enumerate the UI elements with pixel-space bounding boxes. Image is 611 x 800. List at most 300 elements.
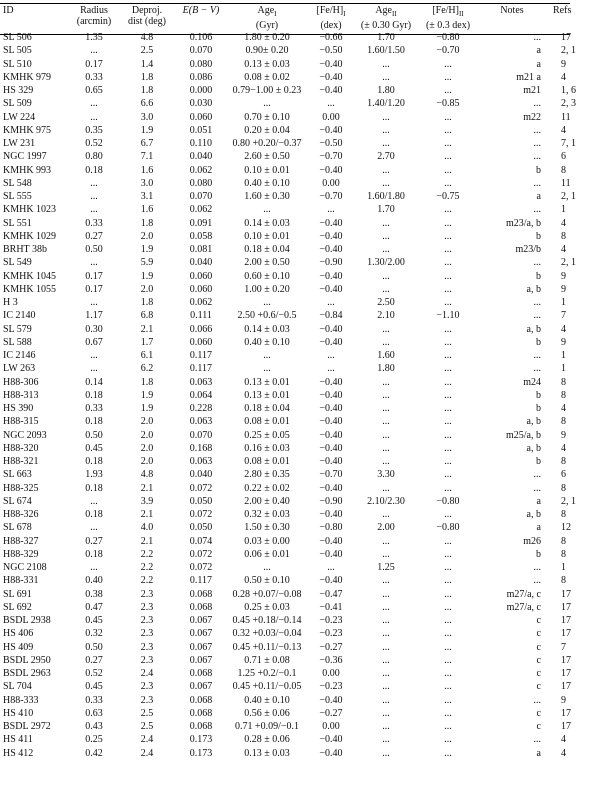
cell-refs: 8: [561, 575, 566, 587]
cell-deproj: 2.3: [140, 588, 154, 600]
cell-ebv: 0.080: [189, 58, 213, 70]
cell-radius: 0.63: [85, 707, 103, 719]
cluster-table: [3, 5, 611, 760]
cell-feh1: 0.00: [322, 721, 340, 733]
cell-refs: 7: [561, 310, 566, 322]
cell-age1: ...: [263, 562, 271, 574]
cell-id: SL 555: [3, 191, 32, 203]
table-row: [3, 667, 611, 680]
table-row: [3, 230, 611, 243]
cell-age1: 0.45 +0.11/−0.13: [232, 641, 302, 653]
cell-refs: 1: [561, 350, 566, 362]
cell-radius: 0.27: [85, 535, 103, 547]
cell-age1: 0.25 ± 0.05: [244, 429, 290, 441]
cell-age2: ...: [382, 747, 390, 759]
table-row: [3, 44, 611, 57]
cell-radius: 0.40: [85, 575, 103, 587]
cell-refs: 9: [561, 694, 566, 706]
cell-feh1: −0.40: [319, 734, 343, 746]
cell-ebv: 0.058: [189, 230, 213, 242]
cell-ebv: 0.068: [189, 668, 213, 680]
cell-age1: 2.00 ± 0.50: [244, 257, 290, 269]
cell-ebv: 0.062: [189, 164, 213, 176]
cell-ebv: 0.051: [189, 124, 213, 136]
cell-deproj: 1.8: [140, 85, 154, 97]
cell-notes: ...: [533, 257, 541, 269]
cell-age2: ...: [382, 217, 390, 229]
cell-feh1: −0.40: [319, 58, 343, 70]
cell-feh2: ...: [444, 548, 452, 560]
cell-deproj: 2.2: [140, 548, 154, 560]
cell-age1: 0.20 ± 0.04: [244, 124, 290, 136]
table-row: [3, 84, 611, 97]
cell-feh2: −0.80: [436, 522, 460, 534]
cell-feh2: ...: [444, 707, 452, 719]
cell-age2: 1.40/1.20: [367, 98, 405, 110]
cell-feh2: ...: [444, 151, 452, 163]
cell-age2: ...: [382, 694, 390, 706]
cell-refs: 17: [561, 588, 571, 600]
col-ebv: E(B − V): [182, 5, 220, 16]
cell-age1: 0.10 ± 0.01: [244, 230, 290, 242]
cell-radius: 0.38: [85, 588, 103, 600]
cell-id: SL 674: [3, 495, 32, 507]
cell-feh1: −0.40: [319, 323, 343, 335]
cell-feh1: −0.40: [319, 124, 343, 136]
cell-feh2: −0.80: [436, 495, 460, 507]
cell-feh1: −0.40: [319, 747, 343, 759]
cell-feh2: ...: [444, 389, 452, 401]
cell-age2: ...: [382, 641, 390, 653]
cell-id: SL 548: [3, 177, 32, 189]
cell-feh2: ...: [444, 164, 452, 176]
table-row: [3, 336, 611, 349]
cell-radius: ...: [90, 495, 98, 507]
cell-refs: 4: [561, 403, 566, 415]
cell-id: IC 2146: [3, 350, 36, 362]
table-row: [3, 694, 611, 707]
table-row: [3, 535, 611, 548]
cell-feh1: −0.66: [319, 32, 343, 44]
cell-age1: 0.08 ± 0.01: [244, 456, 290, 468]
cell-feh2: ...: [444, 270, 452, 282]
cell-deproj: 1.8: [140, 217, 154, 229]
cell-age1: ...: [263, 363, 271, 375]
cell-feh2: −0.85: [436, 98, 460, 110]
cell-notes: c: [536, 628, 541, 640]
cell-id: BSDL 2938: [3, 615, 51, 627]
table-row: [3, 150, 611, 163]
cell-feh2: ...: [444, 628, 452, 640]
table-row: [3, 256, 611, 269]
cell-deproj: 3.9: [140, 495, 154, 507]
cell-feh1: −0.40: [319, 389, 343, 401]
cell-ebv: 0.060: [189, 283, 213, 295]
cell-ebv: 0.070: [189, 45, 213, 57]
cell-refs: 1, 6: [561, 85, 576, 97]
cell-feh2: ...: [444, 429, 452, 441]
cell-age2: ...: [382, 230, 390, 242]
cell-age1: 0.70 ± 0.10: [244, 111, 290, 123]
cell-id: KMHK 993: [3, 164, 52, 176]
cell-id: H88-331: [3, 575, 39, 587]
cell-id: HS 410: [3, 707, 34, 719]
cell-feh1: −0.90: [319, 495, 343, 507]
cell-feh2: ...: [444, 747, 452, 759]
table-row: [3, 455, 611, 468]
cell-id: LW 231: [3, 138, 36, 150]
cell-notes: a, b: [526, 509, 541, 521]
cell-feh2: ...: [444, 615, 452, 627]
cell-id: KMHK 1045: [3, 270, 57, 282]
col-id: ID: [3, 5, 14, 16]
cell-id: BSDL 2963: [3, 668, 51, 680]
col-radius: Radius (arcmin): [76, 5, 112, 27]
cell-feh1: ...: [327, 98, 335, 110]
col-age2: Age$_{II}$ (± 0.30 Gyr): [360, 5, 412, 31]
cell-radius: 0.33: [85, 403, 103, 415]
cell-age2: ...: [382, 707, 390, 719]
cell-feh2: ...: [444, 734, 452, 746]
cell-ebv: 0.106: [189, 32, 213, 44]
cell-notes: b: [536, 456, 541, 468]
cell-radius: 0.17: [85, 270, 103, 282]
cell-refs: 6: [561, 151, 566, 163]
cell-deproj: 1.9: [140, 244, 154, 256]
cell-deproj: 5.9: [140, 257, 154, 269]
cell-refs: 17: [561, 681, 571, 693]
col-notes: Notes: [500, 5, 524, 16]
cell-age2: 3.30: [377, 469, 395, 481]
cell-age1: 0.28 ± 0.06: [244, 734, 290, 746]
cell-ebv: 0.064: [189, 389, 213, 401]
cell-refs: 17: [561, 668, 571, 680]
cell-deproj: 2.3: [140, 654, 154, 666]
cell-age2: ...: [382, 588, 390, 600]
cell-ebv: 0.067: [189, 681, 213, 693]
cell-id: HS 411: [3, 734, 33, 746]
cell-refs: 4: [561, 747, 566, 759]
cell-age2: ...: [382, 429, 390, 441]
cell-notes: ...: [533, 32, 541, 44]
cell-deproj: 6.2: [140, 363, 154, 375]
cell-age1: 0.90± 0.20: [245, 45, 289, 57]
cell-age2: 2.50: [377, 297, 395, 309]
cell-refs: 8: [561, 509, 566, 521]
cell-feh1: −0.40: [319, 270, 343, 282]
cell-ebv: 0.168: [189, 442, 213, 454]
cell-refs: 4: [561, 734, 566, 746]
cell-refs: 8: [561, 376, 566, 388]
cell-age1: 0.25 ± 0.03: [244, 601, 290, 613]
cell-age1: 0.03 ± 0.00: [244, 535, 290, 547]
cell-feh2: ...: [444, 601, 452, 613]
cell-ebv: 0.080: [189, 177, 213, 189]
cell-refs: 17: [561, 707, 571, 719]
table-row: [3, 415, 611, 428]
cell-age2: 2.10: [377, 310, 395, 322]
table-row: [3, 548, 611, 561]
table-row: [3, 71, 611, 84]
cell-notes: c: [536, 615, 541, 627]
cell-radius: ...: [90, 562, 98, 574]
table-row: [3, 283, 611, 296]
col-refs: Refs: [553, 5, 572, 16]
cell-ebv: 0.063: [189, 456, 213, 468]
cell-refs: 1: [561, 363, 566, 375]
cell-refs: 9: [561, 58, 566, 70]
cell-notes: ...: [533, 98, 541, 110]
cell-id: BSDL 2972: [3, 721, 51, 733]
cell-radius: ...: [90, 45, 98, 57]
cell-ebv: 0.063: [189, 376, 213, 388]
cell-deproj: 3.0: [140, 111, 154, 123]
cell-id: SL 678: [3, 522, 32, 534]
cell-feh1: −0.40: [319, 416, 343, 428]
cell-radius: ...: [90, 111, 98, 123]
cell-id: H 3: [3, 297, 18, 309]
cell-refs: 8: [561, 548, 566, 560]
cell-radius: 0.50: [85, 641, 103, 653]
cell-refs: 17: [561, 654, 571, 666]
cell-feh2: ...: [444, 721, 452, 733]
cell-radius: 0.33: [85, 71, 103, 83]
cell-age1: 0.32 +0.03/−0.04: [232, 628, 302, 640]
cell-feh1: 0.00: [322, 177, 340, 189]
col-deproj: Deproj. dist (deg): [127, 5, 167, 27]
cell-feh2: ...: [444, 217, 452, 229]
cell-notes: c: [536, 641, 541, 653]
cell-notes: c: [536, 681, 541, 693]
cell-feh2: ...: [444, 535, 452, 547]
col-feh2: $[Fe/H]_{II}$ (± 0.3 dex): [425, 5, 471, 31]
cell-refs: 8: [561, 389, 566, 401]
cell-age2: ...: [382, 124, 390, 136]
cell-notes: c: [536, 721, 541, 733]
cell-radius: 0.32: [85, 628, 103, 640]
cell-feh1: −0.40: [319, 548, 343, 560]
cell-age2: ...: [382, 668, 390, 680]
cell-ebv: 0.072: [189, 482, 213, 494]
cell-id: SL 691: [3, 588, 32, 600]
cell-ebv: 0.068: [189, 588, 213, 600]
cell-age1: 1.60 ± 0.30: [244, 191, 290, 203]
cell-deproj: 3.0: [140, 177, 154, 189]
cell-feh1: ...: [327, 363, 335, 375]
cell-feh2: ...: [444, 124, 452, 136]
cell-deproj: 1.9: [140, 389, 154, 401]
cell-radius: 0.25: [85, 734, 103, 746]
cell-radius: 0.27: [85, 654, 103, 666]
cell-deproj: 2.0: [140, 429, 154, 441]
cell-id: SL 588: [3, 336, 32, 348]
cell-age1: 2.50 +0.6/−0.5: [237, 310, 297, 322]
cell-age2: ...: [382, 628, 390, 640]
cell-age1: 0.08 ± 0.02: [244, 71, 290, 83]
cell-ebv: 0.060: [189, 336, 213, 348]
cell-id: H88-306: [3, 376, 39, 388]
cell-id: SL 663: [3, 469, 32, 481]
cell-refs: 4: [561, 217, 566, 229]
cell-radius: 0.18: [85, 548, 103, 560]
cell-feh2: ...: [444, 588, 452, 600]
table-row: [3, 521, 611, 534]
cell-ebv: 0.117: [189, 350, 213, 362]
table-row: [3, 680, 611, 693]
cell-radius: 0.18: [85, 456, 103, 468]
cell-deproj: 1.9: [140, 403, 154, 415]
cell-feh1: −0.40: [319, 283, 343, 295]
cell-feh1: −0.40: [319, 403, 343, 415]
cell-radius: 0.42: [85, 747, 103, 759]
cell-ebv: 0.040: [189, 469, 213, 481]
table-row: [3, 97, 611, 110]
cell-id: KMHK 1055: [3, 283, 57, 295]
cell-radius: ...: [90, 522, 98, 534]
cell-feh1: −0.40: [319, 456, 343, 468]
cell-age1: 0.45 +0.11/−0.05: [232, 681, 302, 693]
cell-feh2: ...: [444, 654, 452, 666]
cell-refs: 4: [561, 323, 566, 335]
cell-feh2: ...: [444, 482, 452, 494]
cell-ebv: 0.067: [189, 628, 213, 640]
cell-refs: 9: [561, 270, 566, 282]
cell-refs: 17: [561, 721, 571, 733]
cell-refs: 17: [561, 601, 571, 613]
cell-deproj: 2.3: [140, 641, 154, 653]
cell-feh2: ...: [444, 85, 452, 97]
cell-deproj: 2.1: [140, 509, 154, 521]
cell-age1: 0.79−1.00 ± 0.23: [232, 85, 302, 97]
cell-notes: m24: [523, 376, 541, 388]
cell-radius: 0.33: [85, 694, 103, 706]
cell-deproj: 7.1: [140, 151, 154, 163]
cell-notes: m25/a, b: [506, 429, 541, 441]
table-header: [3, 5, 611, 31]
cell-feh1: −0.23: [319, 628, 343, 640]
cell-deproj: 6.6: [140, 98, 154, 110]
cell-id: HS 406: [3, 628, 34, 640]
cell-ebv: 0.060: [189, 270, 213, 282]
cell-feh2: ...: [444, 244, 452, 256]
table-row: [3, 217, 611, 230]
cell-feh1: −0.50: [319, 45, 343, 57]
cell-notes: a, b: [526, 283, 541, 295]
table-row: [3, 362, 611, 375]
cell-feh2: ...: [444, 257, 452, 269]
cell-age2: ...: [382, 323, 390, 335]
cell-radius: 0.14: [85, 376, 103, 388]
cell-feh1: −0.40: [319, 230, 343, 242]
cell-age2: ...: [382, 336, 390, 348]
cell-age2: ...: [382, 575, 390, 587]
cell-feh2: ...: [444, 442, 452, 454]
cell-age2: ...: [382, 58, 390, 70]
cell-radius: 1.93: [85, 469, 103, 481]
cell-feh1: −0.40: [319, 442, 343, 454]
cell-feh2: ...: [444, 323, 452, 335]
cell-age1: 0.40 ± 0.10: [244, 177, 290, 189]
cell-radius: 0.47: [85, 601, 103, 613]
cell-ebv: 0.067: [189, 615, 213, 627]
cell-radius: ...: [90, 363, 98, 375]
cell-age1: 0.08 ± 0.01: [244, 416, 290, 428]
cell-feh1: −0.40: [319, 376, 343, 388]
cell-notes: b: [536, 389, 541, 401]
cell-feh1: −0.40: [319, 244, 343, 256]
cell-ebv: 0.117: [189, 363, 213, 375]
table-row: [3, 270, 611, 283]
cell-age1: 0.06 ± 0.01: [244, 548, 290, 560]
cell-age2: ...: [382, 509, 390, 521]
cell-ebv: 0.062: [189, 297, 213, 309]
cell-radius: 0.18: [85, 482, 103, 494]
cell-deproj: 2.3: [140, 628, 154, 640]
table-row: [3, 376, 611, 389]
cell-radius: 0.33: [85, 217, 103, 229]
cell-id: BRHT 38b: [3, 244, 47, 256]
cell-age1: 0.13 ± 0.01: [244, 376, 290, 388]
cell-ebv: 0.068: [189, 721, 213, 733]
cell-feh2: ...: [444, 469, 452, 481]
cell-feh2: −1.10: [436, 310, 460, 322]
cell-ebv: 0.050: [189, 522, 213, 534]
cell-feh1: ...: [327, 350, 335, 362]
cell-radius: 0.17: [85, 283, 103, 295]
cell-radius: 0.50: [85, 244, 103, 256]
cell-id: HS 409: [3, 641, 34, 653]
table-row: [3, 111, 611, 124]
table-row: [3, 349, 611, 362]
cell-age2: ...: [382, 456, 390, 468]
cell-deproj: 1.7: [140, 336, 154, 348]
cell-feh1: −0.70: [319, 191, 343, 203]
cell-ebv: 0.117: [189, 575, 213, 587]
cell-ebv: 0.030: [189, 98, 213, 110]
table-row: [3, 164, 611, 177]
table-row: [3, 707, 611, 720]
cell-age2: ...: [382, 734, 390, 746]
cell-age1: 0.16 ± 0.03: [244, 442, 290, 454]
cell-id: NGC 1997: [3, 151, 47, 163]
cell-ebv: 0.091: [189, 217, 213, 229]
cell-feh1: ...: [327, 562, 335, 574]
cell-id: SL 704: [3, 681, 32, 693]
table-row: [3, 495, 611, 508]
cell-notes: m27/a, c: [506, 588, 541, 600]
cell-refs: 8: [561, 535, 566, 547]
cell-notes: ...: [533, 151, 541, 163]
cell-age2: 1.70: [377, 32, 395, 44]
cell-age1: 2.80 ± 0.35: [244, 469, 290, 481]
cell-refs: 11: [561, 111, 571, 123]
cell-feh1: −0.40: [319, 694, 343, 706]
cell-deproj: 6.7: [140, 138, 154, 150]
cell-age2: 1.30/2.00: [367, 257, 405, 269]
cell-notes: ...: [533, 138, 541, 150]
cell-ebv: 0.062: [189, 204, 213, 216]
cell-deproj: 2.5: [140, 707, 154, 719]
table-row: [3, 482, 611, 495]
cell-ebv: 0.072: [189, 562, 213, 574]
cell-notes: b: [536, 403, 541, 415]
table-body: [3, 31, 611, 760]
cell-notes: m23/a, b: [506, 217, 541, 229]
cell-age1: 0.32 ± 0.03: [244, 509, 290, 521]
cell-id: SL 551: [3, 217, 32, 229]
cell-deproj: 2.2: [140, 562, 154, 574]
cell-id: H88-329: [3, 548, 39, 560]
